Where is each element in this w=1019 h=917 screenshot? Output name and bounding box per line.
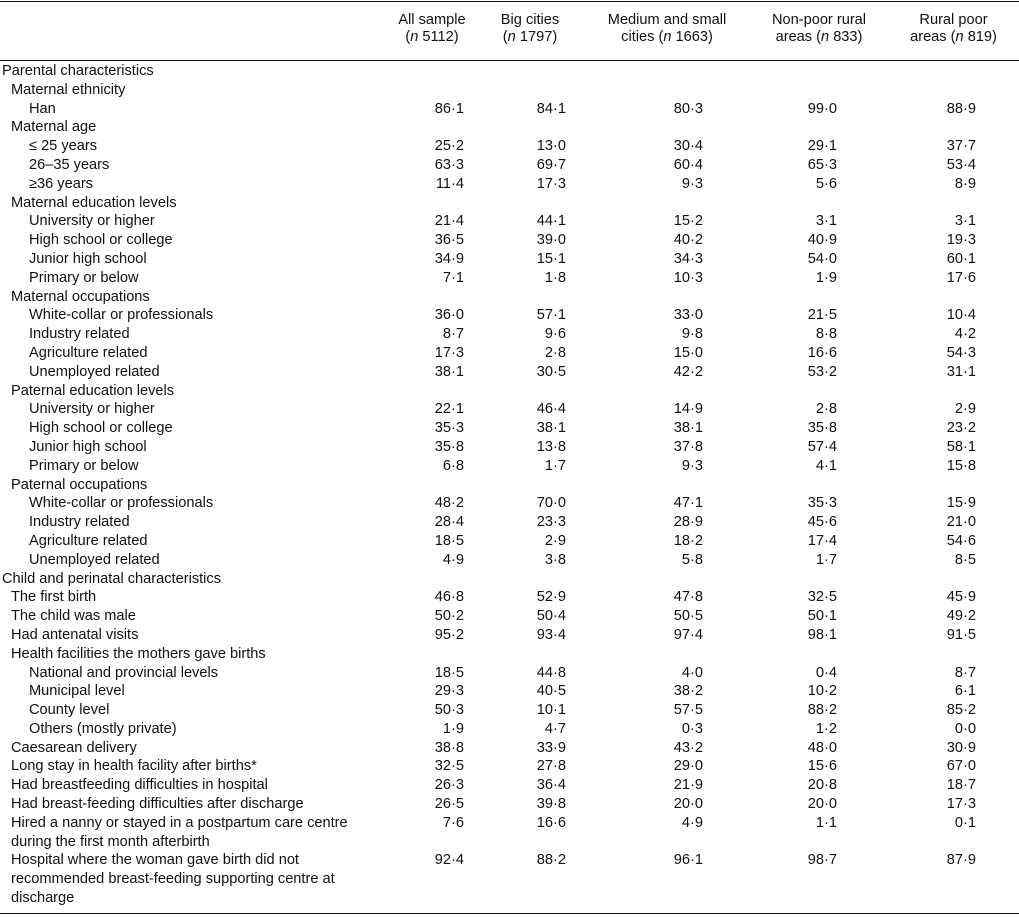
value-cell: 1·2 [815,720,837,737]
table-row [0,513,1019,532]
value-cell: 80·3 [673,100,703,117]
table-row [0,363,1019,382]
value-cell: 20·8 [807,777,837,794]
header-n-value: 833) [829,29,863,45]
value-cell: 35·3 [807,495,837,512]
table-row [0,701,1019,720]
header-n-prefix: areas ( [910,29,956,45]
value-cell: 48·2 [434,495,464,512]
value-cell: 34·3 [673,250,703,267]
value-cell: 91·5 [946,626,976,643]
value-cell: 2·9 [544,532,566,549]
value-cell: 9·3 [681,175,703,192]
value-cell: 52·9 [536,589,566,606]
value-cell: 15·2 [673,213,703,230]
value-cell: 38·1 [673,420,703,437]
value-cell: 50·4 [536,608,566,625]
section-label: Health facilities the mothers gave births [11,645,266,662]
value-cell: 4·9 [442,551,464,568]
table-row [0,664,1019,683]
row-label: White-collar or professionals [29,307,214,324]
header-n-prefix: ( [405,29,411,45]
table-row [0,476,1019,495]
value-cell: 92·4 [434,852,464,869]
value-cell: 54·0 [807,250,837,267]
value-cell: 17·3 [536,175,566,192]
value-cell: 35·8 [434,438,464,455]
header-label: All sample [398,12,466,28]
header-n [482,29,578,46]
value-cell: 70·0 [536,495,566,512]
header-n [584,29,750,46]
value-cell: 50·5 [673,608,703,625]
table-row [0,551,1019,570]
row-label: Junior high school [29,250,147,267]
header-n-value: 5112) [418,29,459,45]
value-cell: 2·8 [815,401,837,418]
value-cell: 45·9 [946,589,976,606]
row-label: The first birth [11,589,97,606]
value-cell: 58·1 [946,438,976,455]
value-cell: 67·0 [946,758,976,775]
value-cell: 46·4 [536,401,566,418]
row-label: 26–35 years [29,156,110,173]
row-label: Industry related [29,514,130,531]
header-all-sample [384,12,480,46]
value-cell: 3·1 [815,213,837,230]
header-n-value: 1797) [515,29,558,45]
table-row [0,269,1019,288]
bottom-rule [0,913,1019,914]
header-medium-small-cities [584,12,750,46]
table-body [0,62,1019,908]
value-cell: 21·0 [946,514,976,531]
value-cell: 69·7 [536,156,566,173]
header-n-prefix: areas ( [775,29,822,45]
value-cell: 42·2 [673,363,703,380]
value-cell: 35·8 [807,420,837,437]
value-cell: 5·8 [681,551,703,568]
value-cell: 8·8 [815,326,837,343]
table-row [0,212,1019,231]
value-cell: 17·3 [946,796,976,813]
table-row [0,776,1019,795]
header-n-symbol: n [410,29,419,45]
value-cell: 34·9 [434,250,464,267]
value-cell: 63·3 [434,156,464,173]
value-cell: 15·1 [536,250,566,267]
value-cell: 60·4 [673,156,703,173]
header-rule [0,60,1019,61]
table-row [0,720,1019,739]
value-cell: 8·5 [954,551,976,568]
table-row [0,457,1019,476]
row-label: University or higher [29,213,155,230]
value-cell: 4·1 [815,457,837,474]
section-label: Child and perinatal characteristics [2,570,222,587]
value-cell: 0·1 [954,814,976,831]
value-cell: 25·2 [434,138,464,155]
value-cell: 7·6 [442,814,464,831]
value-cell: 15·9 [946,495,976,512]
value-cell: 16·6 [807,344,837,361]
value-cell: 1·1 [815,814,837,831]
value-cell: 9·6 [544,326,566,343]
value-cell: 17·6 [946,269,976,286]
value-cell: 13·8 [536,438,566,455]
value-cell: 11·4 [435,175,464,192]
value-cell: 29·0 [673,758,703,775]
value-cell: 35·3 [434,420,464,437]
value-cell: 85·2 [946,702,976,719]
value-cell: 27·8 [536,758,566,775]
value-cell: 40·2 [673,232,703,249]
value-cell: 65·3 [807,156,837,173]
value-cell: 39·0 [536,232,566,249]
table-row [0,419,1019,438]
value-cell: 33·9 [536,739,566,756]
section-label: Maternal ethnicity [11,81,126,98]
table-row [0,438,1019,457]
value-cell: 40·9 [807,232,837,249]
value-cell: 4·2 [954,326,976,343]
value-cell: 50·2 [434,608,464,625]
section-label: Maternal occupations [11,288,150,305]
value-cell: 96·1 [673,852,703,869]
row-label: Long stay in health facility after births* [11,758,257,775]
value-cell: 98·1 [807,626,837,643]
value-cell: 46·8 [434,589,464,606]
value-cell: 36·5 [434,232,464,249]
row-label: White-collar or professionals [29,495,214,512]
row-label: Agriculture related [29,344,148,361]
header-n-prefix: cities ( [621,29,664,45]
table-row [0,626,1019,645]
value-cell: 87·9 [946,852,976,869]
section-label: Paternal occupations [11,476,148,493]
value-cell: 30·5 [536,363,566,380]
header-big-cities [482,12,578,46]
value-cell: 44·1 [536,213,566,230]
value-cell: 84·1 [536,100,566,117]
value-cell: 49·2 [946,608,976,625]
value-cell: 31·1 [946,363,976,380]
header-n-symbol: n [955,29,964,45]
value-cell: 38·1 [434,363,464,380]
header-label: Big cities [500,12,560,28]
value-cell: 40·5 [536,683,566,700]
value-cell: 88·9 [946,100,976,117]
table-row [0,814,1019,852]
value-cell: 10·1 [536,702,566,719]
table-row [0,494,1019,513]
value-cell: 32·5 [807,589,837,606]
value-cell: 60·1 [946,250,976,267]
value-cell: 1·9 [815,269,837,286]
row-label: Others (mostly private) [29,720,177,737]
value-cell: 30·4 [673,138,703,155]
value-cell: 9·8 [681,326,703,343]
header-label: Rural poor [919,12,988,28]
value-cell: 26·5 [434,796,464,813]
value-cell: 45·6 [807,514,837,531]
table-row [0,645,1019,664]
table-row [0,62,1019,81]
value-cell: 0·3 [681,720,703,737]
value-cell: 29·3 [434,683,464,700]
row-label: Had antenatal visits [11,626,139,643]
value-cell: 93·4 [536,626,566,643]
header-n-symbol: n [821,29,830,45]
header-label: Medium and small [607,12,727,28]
value-cell: 10·2 [807,683,837,700]
value-cell: 1·9 [442,720,464,737]
value-cell: 17·4 [807,532,837,549]
value-cell: 48·0 [807,739,837,756]
value-cell: 15·0 [673,344,703,361]
row-label: Primary or below [29,457,139,474]
value-cell: 4·0 [681,664,703,681]
value-cell: 0·4 [815,664,837,681]
value-cell: 1·7 [815,551,837,568]
value-cell: 9·3 [681,457,703,474]
value-cell: 10·4 [946,307,976,324]
value-cell: 14·9 [673,401,703,418]
header-n-symbol: n [507,29,516,45]
row-label: Industry related [29,326,130,343]
value-cell: 47·1 [673,495,703,512]
value-cell: 57·5 [673,702,703,719]
value-cell: 3·1 [954,213,976,230]
value-cell: 6·1 [954,683,976,700]
value-cell: 38·1 [536,420,566,437]
table-row [0,795,1019,814]
table-row [0,570,1019,589]
header-n [754,29,884,46]
value-cell: 88·2 [536,852,566,869]
table-row [0,250,1019,269]
table-row [0,400,1019,419]
value-cell: 2·8 [544,344,566,361]
row-label: Han [29,100,56,117]
value-cell: 20·0 [807,796,837,813]
row-label: County level [29,702,110,719]
value-cell: 18·7 [946,777,976,794]
table-row [0,288,1019,307]
row-label: Had breast-feeding difficulties after discharge [11,796,304,813]
header-rural-poor [888,12,1019,46]
row-label: University or higher [29,401,155,418]
table-row [0,231,1019,250]
value-cell: 2·9 [954,401,976,418]
value-cell: 39·8 [536,796,566,813]
value-cell: 4·9 [681,814,703,831]
value-cell: 23·2 [946,420,976,437]
table-row [0,118,1019,137]
row-label: Primary or below [29,269,139,286]
value-cell: 36·0 [434,307,464,324]
value-cell: 37·8 [673,438,703,455]
table-row [0,682,1019,701]
table-row [0,607,1019,626]
row-label: High school or college [29,420,173,437]
table-row [0,757,1019,776]
value-cell: 17·3 [434,344,464,361]
table-row [0,382,1019,401]
value-cell: 15·6 [807,758,837,775]
value-cell: 20·0 [673,796,703,813]
value-cell: 50·1 [807,608,837,625]
row-label: Hired a nanny or stayed in a postpartum care centre during the first month afterbirth [11,814,348,850]
value-cell: 6·8 [442,457,464,474]
table-row [0,306,1019,325]
value-cell: 53·2 [807,363,837,380]
value-cell: 53·4 [946,156,976,173]
value-cell: 33·0 [673,307,703,324]
value-cell: 15·8 [946,457,976,474]
section-label: Maternal education levels [11,194,177,211]
header-n-value: 819) [963,29,997,45]
value-cell: 0·0 [954,720,976,737]
value-cell: 19·3 [946,232,976,249]
value-cell: 8·7 [442,326,464,343]
value-cell: 29·1 [807,138,837,155]
value-cell: 23·3 [536,514,566,531]
table-row [0,137,1019,156]
value-cell: 38·8 [434,739,464,756]
header-n-prefix: ( [502,29,508,45]
value-cell: 16·6 [536,814,566,831]
table-row [0,100,1019,119]
value-cell: 95·2 [434,626,464,643]
row-label: Caesarean delivery [11,739,137,756]
value-cell: 8·9 [954,175,976,192]
value-cell: 18·5 [434,532,464,549]
value-cell: 1·7 [544,457,566,474]
section-label: Parental characteristics [2,63,154,79]
row-label: The child was male [11,608,136,625]
value-cell: 38·2 [673,683,703,700]
value-cell: 21·5 [807,307,837,324]
top-rule [0,1,1019,2]
table-row [0,344,1019,363]
table-row [0,588,1019,607]
table-row [0,175,1019,194]
value-cell: 86·1 [434,100,464,117]
row-label: Junior high school [29,438,147,455]
value-cell: 32·5 [434,758,464,775]
row-label: Hospital where the woman gave birth did not recommended breast-feeding supporting centre at discharge [11,852,335,907]
value-cell: 8·7 [954,664,976,681]
value-cell: 18·2 [673,532,703,549]
value-cell: 97·4 [673,626,703,643]
table-row [0,739,1019,758]
value-cell: 88·2 [807,702,837,719]
value-cell: 43·2 [673,739,703,756]
value-cell: 30·9 [946,739,976,756]
value-cell: 98·7 [807,852,837,869]
header-n-value: 1663) [671,29,713,45]
table-row [0,81,1019,100]
table-row [0,851,1019,907]
value-cell: 50·3 [434,702,464,719]
table-row [0,156,1019,175]
table-row [0,325,1019,344]
header-label: Non-poor rural [771,12,867,28]
value-cell: 3·8 [544,551,566,568]
header-n [384,29,480,46]
section-label: Maternal age [11,119,97,136]
value-cell: 37·7 [946,138,976,155]
value-cell: 57·4 [807,438,837,455]
row-label: High school or college [29,232,173,249]
header-n [888,29,1019,46]
row-label: National and provincial levels [29,664,219,681]
header-non-poor-rural [754,12,884,46]
value-cell: 22·1 [434,401,464,418]
row-label: ≥36 years [29,175,93,192]
value-cell: 28·4 [434,514,464,531]
value-cell: 21·4 [434,213,464,230]
row-label: Unemployed related [29,363,160,380]
value-cell: 5·6 [815,175,837,192]
row-label: Had breastfeeding difficulties in hospital [11,777,268,794]
row-label: Municipal level [29,683,125,700]
row-label: Agriculture related [29,532,148,549]
value-cell: 47·8 [673,589,703,606]
value-cell: 4·7 [544,720,566,737]
header-n-symbol: n [663,29,672,45]
table-row [0,532,1019,551]
value-cell: 54·6 [946,532,976,549]
value-cell: 26·3 [434,777,464,794]
row-label: Unemployed related [29,551,160,568]
value-cell: 18·5 [434,664,464,681]
value-cell: 99·0 [807,100,837,117]
value-cell: 7·1 [442,269,464,286]
value-cell: 44·8 [536,664,566,681]
value-cell: 54·3 [946,344,976,361]
value-cell: 28·9 [673,514,703,531]
value-cell: 57·1 [536,307,566,324]
section-label: Paternal education levels [11,382,175,399]
value-cell: 10·3 [673,269,703,286]
row-label: ≤ 25 years [29,138,98,155]
value-cell: 1·8 [544,269,566,286]
value-cell: 21·9 [673,777,703,794]
table-row [0,194,1019,213]
value-cell: 13·0 [536,138,566,155]
value-cell: 36·4 [536,777,566,794]
